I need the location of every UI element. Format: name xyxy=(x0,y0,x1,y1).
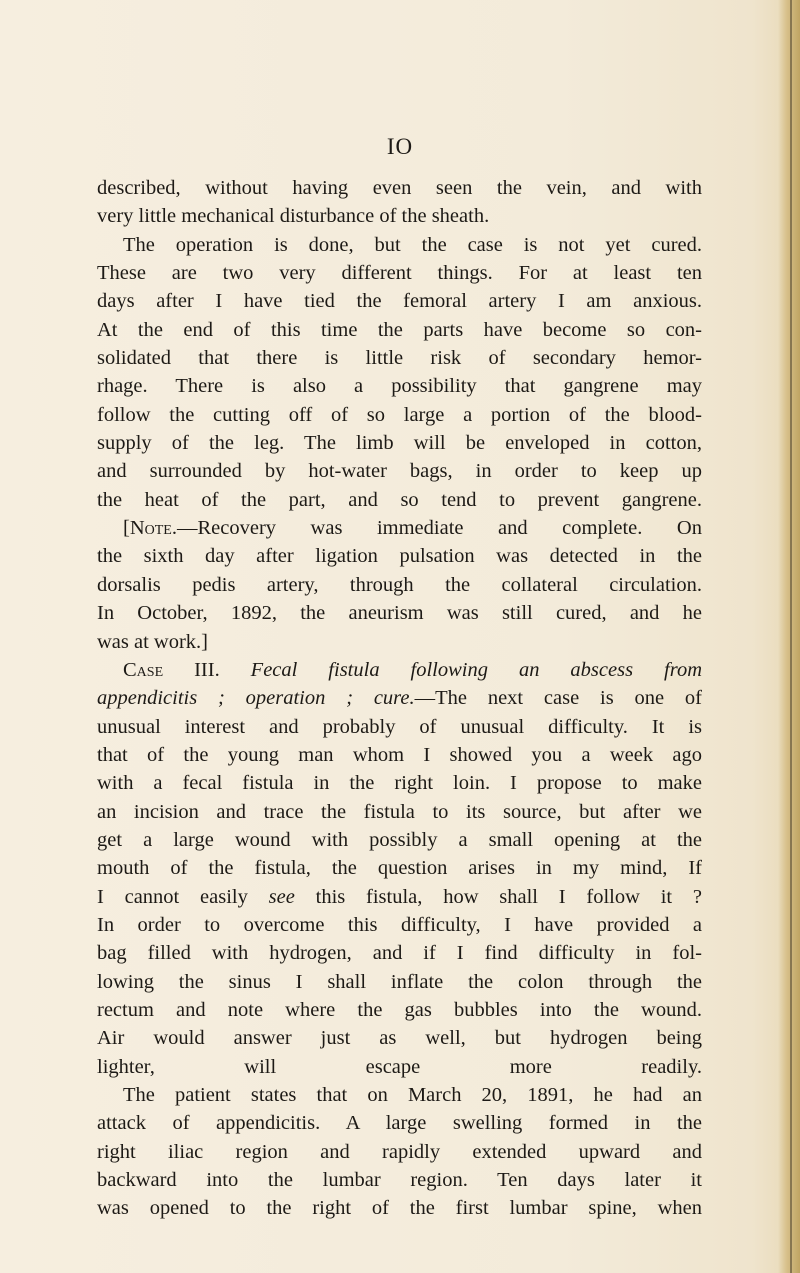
text-line: follow the cutting off of so large a portion of the blood- xyxy=(97,403,702,426)
text-line: and surrounded by hot-water bags, in order to keep up xyxy=(97,460,702,483)
text-line: I cannot easily see this fistula, how shall I follow it ? xyxy=(97,885,702,908)
text-line: days after I have tied the femoral artery I am anxious. xyxy=(97,290,702,313)
page-edge-shadow xyxy=(778,0,800,1273)
text-line: the sixth day after ligation pulsation was detected in the xyxy=(97,545,702,568)
text-line: get a large wound with possibly a small opening at the xyxy=(97,828,702,851)
text-line: bag filled with hydrogen, and if I find difficulty in fol- xyxy=(97,942,702,965)
text-line: unusual interest and probably of unusual difficulty. It is xyxy=(97,715,702,738)
body-text xyxy=(97,174,702,1223)
text-line: rectum and note where the gas bubbles into the wound. xyxy=(97,998,702,1021)
binding-edge xyxy=(790,0,792,1273)
text-line: Air would answer just as well, but hydrogen being xyxy=(97,1027,702,1050)
text-line: In October, 1892, the aneurism was still cured, and he xyxy=(97,602,702,625)
text-line: [Note.—Recovery was immediate and complete. On xyxy=(123,517,702,540)
text-line: that of the young man whom I showed you a week ago xyxy=(97,743,702,766)
text-line: appendicitis ; operation ; cure.—The next case is one of xyxy=(97,687,702,710)
page-number: IO xyxy=(386,134,414,159)
text-line: The patient states that on March 20, 1891, he had an xyxy=(123,1084,702,1106)
text-line: dorsalis pedis artery, through the collateral circulation. xyxy=(97,573,702,596)
text-line: was at work.] xyxy=(97,630,209,653)
text-line: described, without having even seen the vein, and with xyxy=(97,177,702,199)
text-line: Case III. Fecal fistula following an abscess from xyxy=(123,658,702,681)
text-line: rhage. There is also a possibility that gangrene may xyxy=(97,375,702,398)
text-line: lowing the sinus I shall inflate the colon through the xyxy=(97,970,702,993)
text-line: The operation is done, but the case is not yet cured. xyxy=(123,233,702,256)
text-line: In order to overcome this difficulty, I have provided a xyxy=(97,913,702,936)
text-line: was opened to the right of the first lumbar spine, when xyxy=(97,1197,702,1220)
text-line: lighter, will escape more readily. xyxy=(97,1055,702,1078)
text-line: solidated that there is little risk of secondary hemor- xyxy=(97,347,702,370)
text-line: At the end of this time the parts have become so con- xyxy=(97,318,702,341)
text-line: an incision and trace the fistula to its source, but after we xyxy=(97,800,702,823)
text-line: mouth of the fistula, the question arises in my mind, If xyxy=(97,857,702,880)
text-line: supply of the leg. The limb will be enveloped in cotton, xyxy=(97,432,702,455)
text-line: attack of appendicitis. A large swelling formed in the xyxy=(97,1112,702,1135)
text-line: very little mechanical disturbance of the sheath. xyxy=(97,205,490,228)
text-line: right iliac region and rapidly extended upward and xyxy=(97,1140,702,1163)
text-line: These are two very different things. For at least ten xyxy=(97,262,702,285)
text-line: the heat of the part, and so tend to prevent gangrene. xyxy=(97,488,702,511)
text-line: with a fecal fistula in the right loin. I propose to make xyxy=(97,772,702,795)
text-line: backward into the lumbar region. Ten days later it xyxy=(97,1169,702,1192)
